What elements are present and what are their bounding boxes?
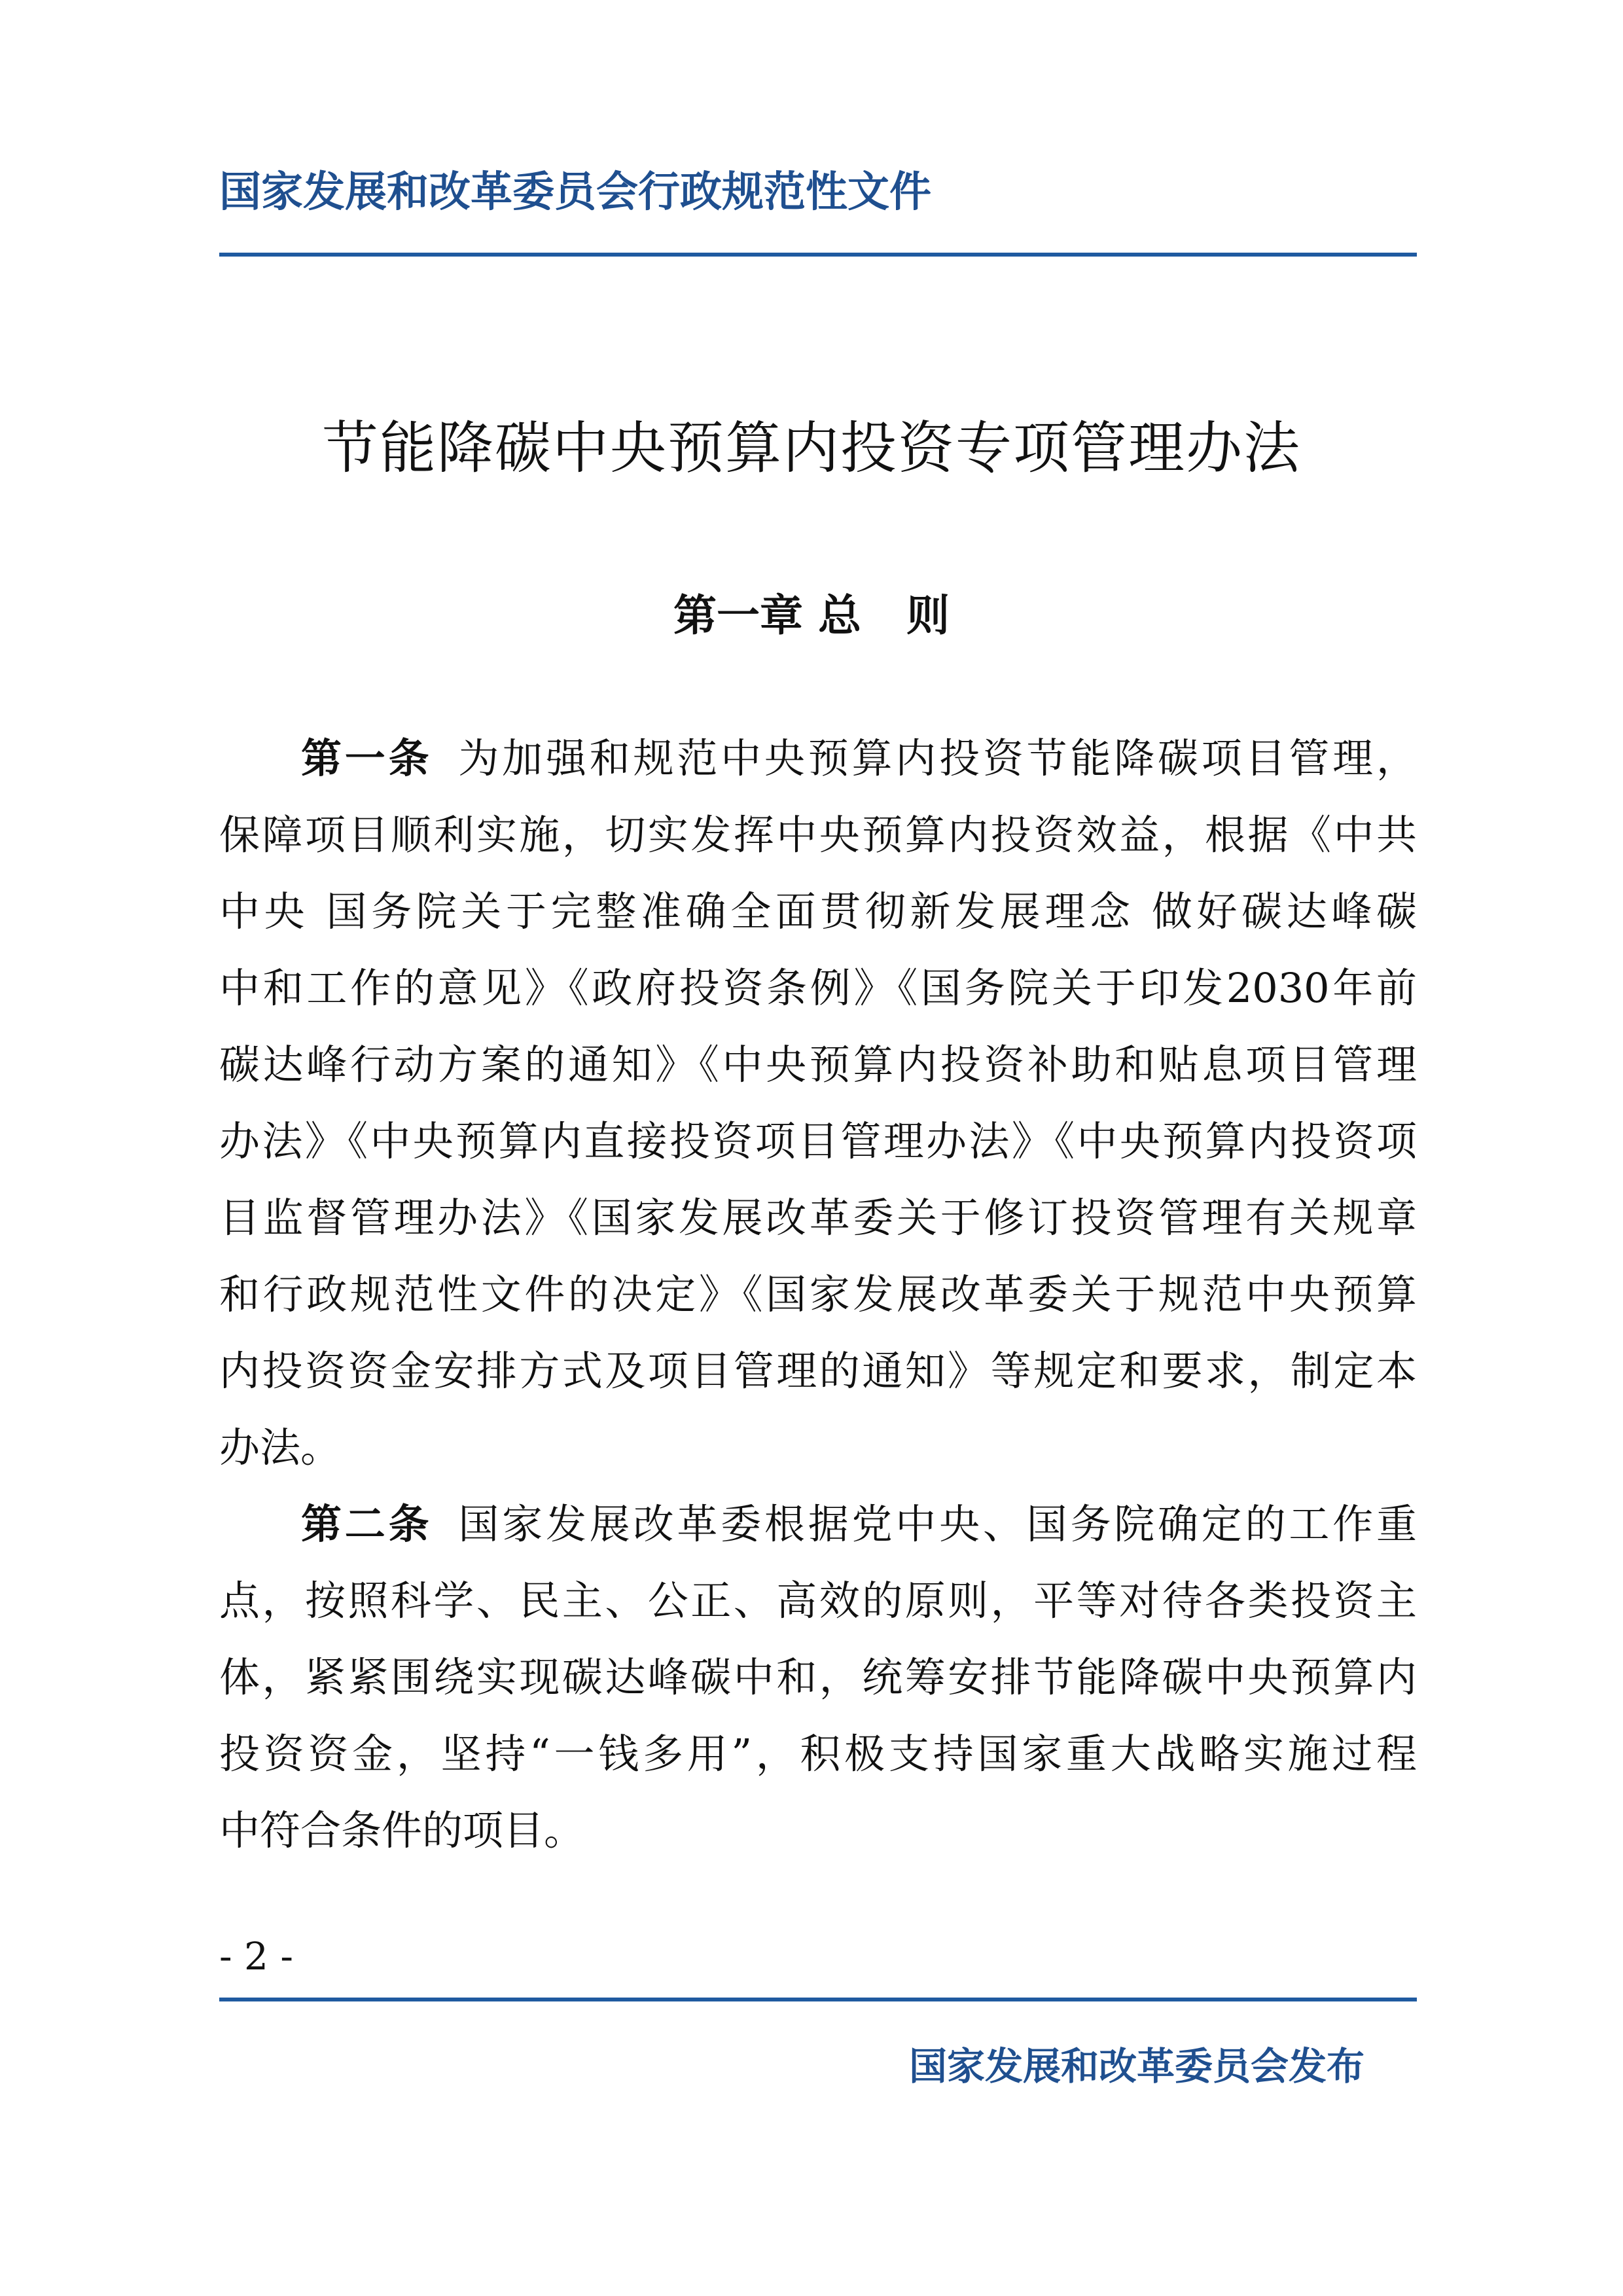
article-1-line-2: 保障项目顺利实施，切实发挥中央预算内投资效益，根据《中共 [219,811,1417,859]
article-1-line-6: 办法》《中央预算内直接投资项目管理办法》《中央预算内投资项 [219,1117,1417,1165]
footer-divider [219,1998,1417,2001]
article-2-line-4: 投资资金，坚持“一钱多用”，积极支持国家重大战略实施过程 [219,1730,1417,1778]
article-1-line-7: 目监督管理办法》《国家发展改革委关于修订投资管理有关规章 [219,1194,1417,1242]
article-1-line-9: 内投资资金安排方式及项目管理的通知》等规定和要求，制定本 [219,1347,1417,1395]
article-1-text: 为加强和规范中央预算内投资节能降碳项目管理， [458,734,1417,782]
article-2-line-1 [301,1500,1417,1548]
article-1-line-4: 中和工作的意见》《政府投资条例》《国务院关于印发2030年前 [219,964,1417,1012]
article-1-line-3: 中央 国务院关于完整准确全面贯彻新发展理念 做好碳达峰碳 [219,888,1417,935]
article-1-line-5: 碳达峰行动方案的通知》《中央预算内投资补助和贴息项目管理 [219,1041,1417,1088]
page-number: - 2 - [219,1934,293,1979]
article-2-line-2: 点，按照科学、民主、公正、高效的原则，平等对待各类投资主 [219,1577,1417,1624]
header-divider [219,253,1417,257]
document-title: 节能降碳中央预算内投资专项管理办法 [322,416,1301,481]
article-1-line-10: 办法。 [219,1424,342,1471]
chapter-heading: 第一章 总 则 [673,590,950,641]
article-2-text: 国家发展改革委根据党中央、国务院确定的工作重 [458,1500,1417,1548]
footer-publisher: 国家发展和改革委员会发布 [908,2044,1364,2089]
article-2-line-5: 中符合条件的项目。 [219,1806,585,1854]
header-title: 国家发展和改革委员会行政规范性文件 [219,168,931,217]
article-1-line-8: 和行政规范性文件的决定》《国家发展改革委关于规范中央预算 [219,1270,1417,1318]
article-2-line-3: 体，紧紧围绕实现碳达峰碳中和，统筹安排节能降碳中央预算内 [219,1653,1417,1701]
article-1-number: 第一条 [301,734,433,782]
article-2-number: 第二条 [301,1500,433,1548]
article-1-line-1 [301,734,1417,782]
